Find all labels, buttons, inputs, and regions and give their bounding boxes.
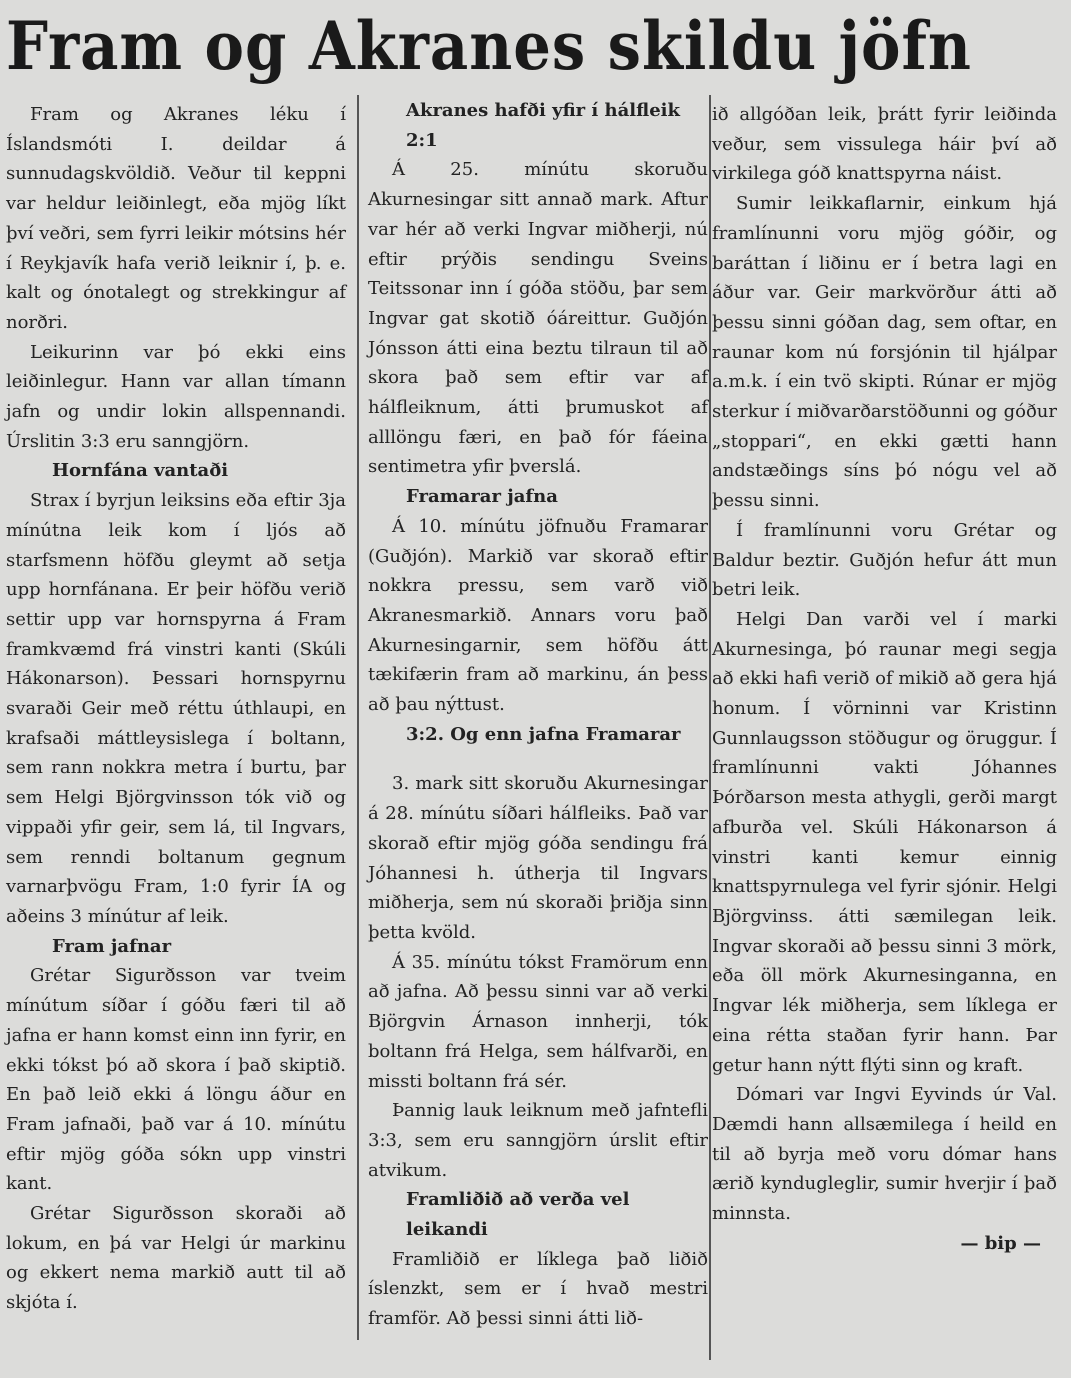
subheading: Akranes hafði yfir í hálfleik 2:1	[406, 100, 680, 151]
paragraph: Grétar Sigurðsson var tveim mínútum síðar í góðu færi til að jafna er hann komst einn inn fyrir, en ekki tókst þó að skora í það skiptið. En það leið ekki á löngu áður en Fram jafnaði, það var á 10. mínútu eftir mjög góða sókn upp vinstri kant.	[6, 965, 346, 1195]
paragraph: Þannig lauk leiknum með jafntefli 3:3, sem eru sanngjörn úrslit eftir atvikum.	[368, 1100, 708, 1181]
paragraph: 3. mark sitt skoruðu Akurnesingar á 28. mínútu síðari hálfleiks. Það var skorað eftir mjög góða sendingu frá Jóhannesi h. útherja til Ingvars miðherja, sem nú skoraði þriðja sinn þetta kvöld.	[368, 773, 708, 943]
subheading: Framliðið að verða vel leikandi	[406, 1189, 630, 1241]
column-1	[6, 100, 346, 1318]
paragraph: Helgi Dan varði vel í marki Akurnesinga, þó raunar megi segja að ekki hafi verið of mikið að gera hjá honum. Í vörninni var Kristinn Gunnlaugsson stöðugur og öruggur. Í framlínunni vakti Jóhannes Þórðarson mesta athygli, gerði margt afburða vel. Skúli Hákonarson á vinstri kanti kemur einnig knattspyrnulega vel fyrir sjónir. Helgi Björgvinss. átti sæmilegan leik. Ingvar skoraði að þessu sinni 3 mörk, eða öll mörk Akurnesinganna, en Ingvar lék miðherja, sem líklega er eina rétta staðan fyrir hann. Þar getur hann nýtt flýti sinn og kraft.	[712, 608, 1057, 1076]
paragraph: Strax í byrjun leiksins eða eftir 3ja mínútna leik kom í ljós að starfsmenn höfðu gleymt að setja upp hornfánana. Er þeir höfðu verið settir upp var hornspyrna á Fram framkvæmd frá vinstri kanti (Skúli Hákonarson). Þessari hornspyrnu svaraði Geir með réttu úthlaupi, en krafsaði máttleysislega í boltann, sem rann nokkra metra í burtu, þar sem Helgi Björgvinsson tók við og vippaði yfir geir, sem lá, til Ingvars, sem renndi boltanum gegnum varnarþvögu Fram, 1:0 fyrir ÍA og aðeins 3 mínútur af leik.	[6, 490, 346, 927]
author-signature: — bip —	[960, 1232, 1041, 1254]
paragraph: Á 35. mínútu tókst Framörum enn að jafna. Að þessu sinni var að verki Björgvin Árnason innherji, tók boltann frá Helga, sem hálfvarði, en missti boltann frá sér.	[368, 951, 708, 1092]
paragraph: Leikurinn var þó ekki eins leiðinlegur. Hann var allan tímann jafn og undir lokin allspennandi. Úrslitin 3:3 eru sanngjörn.	[6, 341, 346, 452]
column-3	[712, 100, 1057, 1258]
paragraph: ið allgóðan leik, þrátt fyrir leiðinda veður, sem vissulega háir því að virkilega góð knattspyrna náist.	[712, 104, 1057, 185]
column-divider	[709, 95, 711, 1360]
column-2	[368, 96, 708, 1334]
subheading: Fram jafnar	[52, 935, 172, 957]
subheading: Framarar jafna	[406, 486, 558, 508]
subheading: 3:2. Og enn jafna Framarar	[406, 723, 681, 745]
paragraph: Sumir leikkaflarnir, einkum hjá framlínunni voru mjög góðir, og baráttan í liðinu er í betra lagi en áður var. Geir markvörður átti að þessu sinni góðan dag, sem oftar, en raunar kom nú forsjónin til hjálpar a.m.k. í ein tvö skipti. Rúnar er mjög sterkur í miðvarðarstöðunni og góður „stoppari“, en ekki gætti hann andstæðings síns þó nógu vel að þessu sinni.	[712, 193, 1057, 512]
paragraph: Framliðið er líklega það liðið íslenzkt, sem er í hvað mestri framför. Að þessi sinni átti lið-	[368, 1248, 708, 1330]
paragraph: Fram og Akranes léku í Íslandsmóti I. deildar á sunnudagskvöldið. Veður til keppni var heldur leiðinlegt, eða mjög líkt því veðri, sem fyrri leikir mótsins hér í Reykjavík hafa verið leiknir í, þ. e. kalt og ónotalegt og strekkingur af norðri.	[6, 104, 346, 333]
column-divider	[357, 95, 359, 1340]
paragraph: Í framlínunni voru Grétar og Baldur beztir. Guðjón hefur átt mun betri leik.	[712, 519, 1057, 601]
paragraph: Grétar Sigurðsson skoraði að lokum, en þá var Helgi úr markinu og ekkert nema markið autt til að skjóta í.	[6, 1203, 346, 1314]
paragraph: Á 25. mínútu skoruðu Akurnesingar sitt annað mark. Aftur var hér að verki Ingvar miðherji, nú eftir prýðis sendingu Sveins Teitssonar inn í góða stöðu, þar sem Ingvar gat skotið óáreittur. Guðjón Jónsson átti eina beztu tilraun til að skora það sem eftir var af hálfleiknum, átti þrumuskot af alllöngu færi, en það fór fáeina sentimetra yfir þverslá.	[368, 159, 708, 478]
headline: Fram og Akranes skildu jöfn	[6, 7, 972, 85]
spacer	[368, 749, 708, 769]
paragraph: Á 10. mínútu jöfnuðu Framarar (Guðjón). Markið var skorað eftir nokkra pressu, sem varð við Akranesmarkið. Annars voru það Akurnesingarnir, sem höfðu átt tækifærin fram að markinu, án þess að þau nýttust.	[368, 515, 708, 716]
paragraph: Dómari var Ingvi Eyvinds úr Val. Dæmdi hann allsæmilega í heild en til að byrja með voru dómar hans ærið kyndugleglir, sumir hverjir í það minnsta.	[712, 1084, 1057, 1225]
subheading: Hornfána vantaði	[52, 460, 229, 482]
